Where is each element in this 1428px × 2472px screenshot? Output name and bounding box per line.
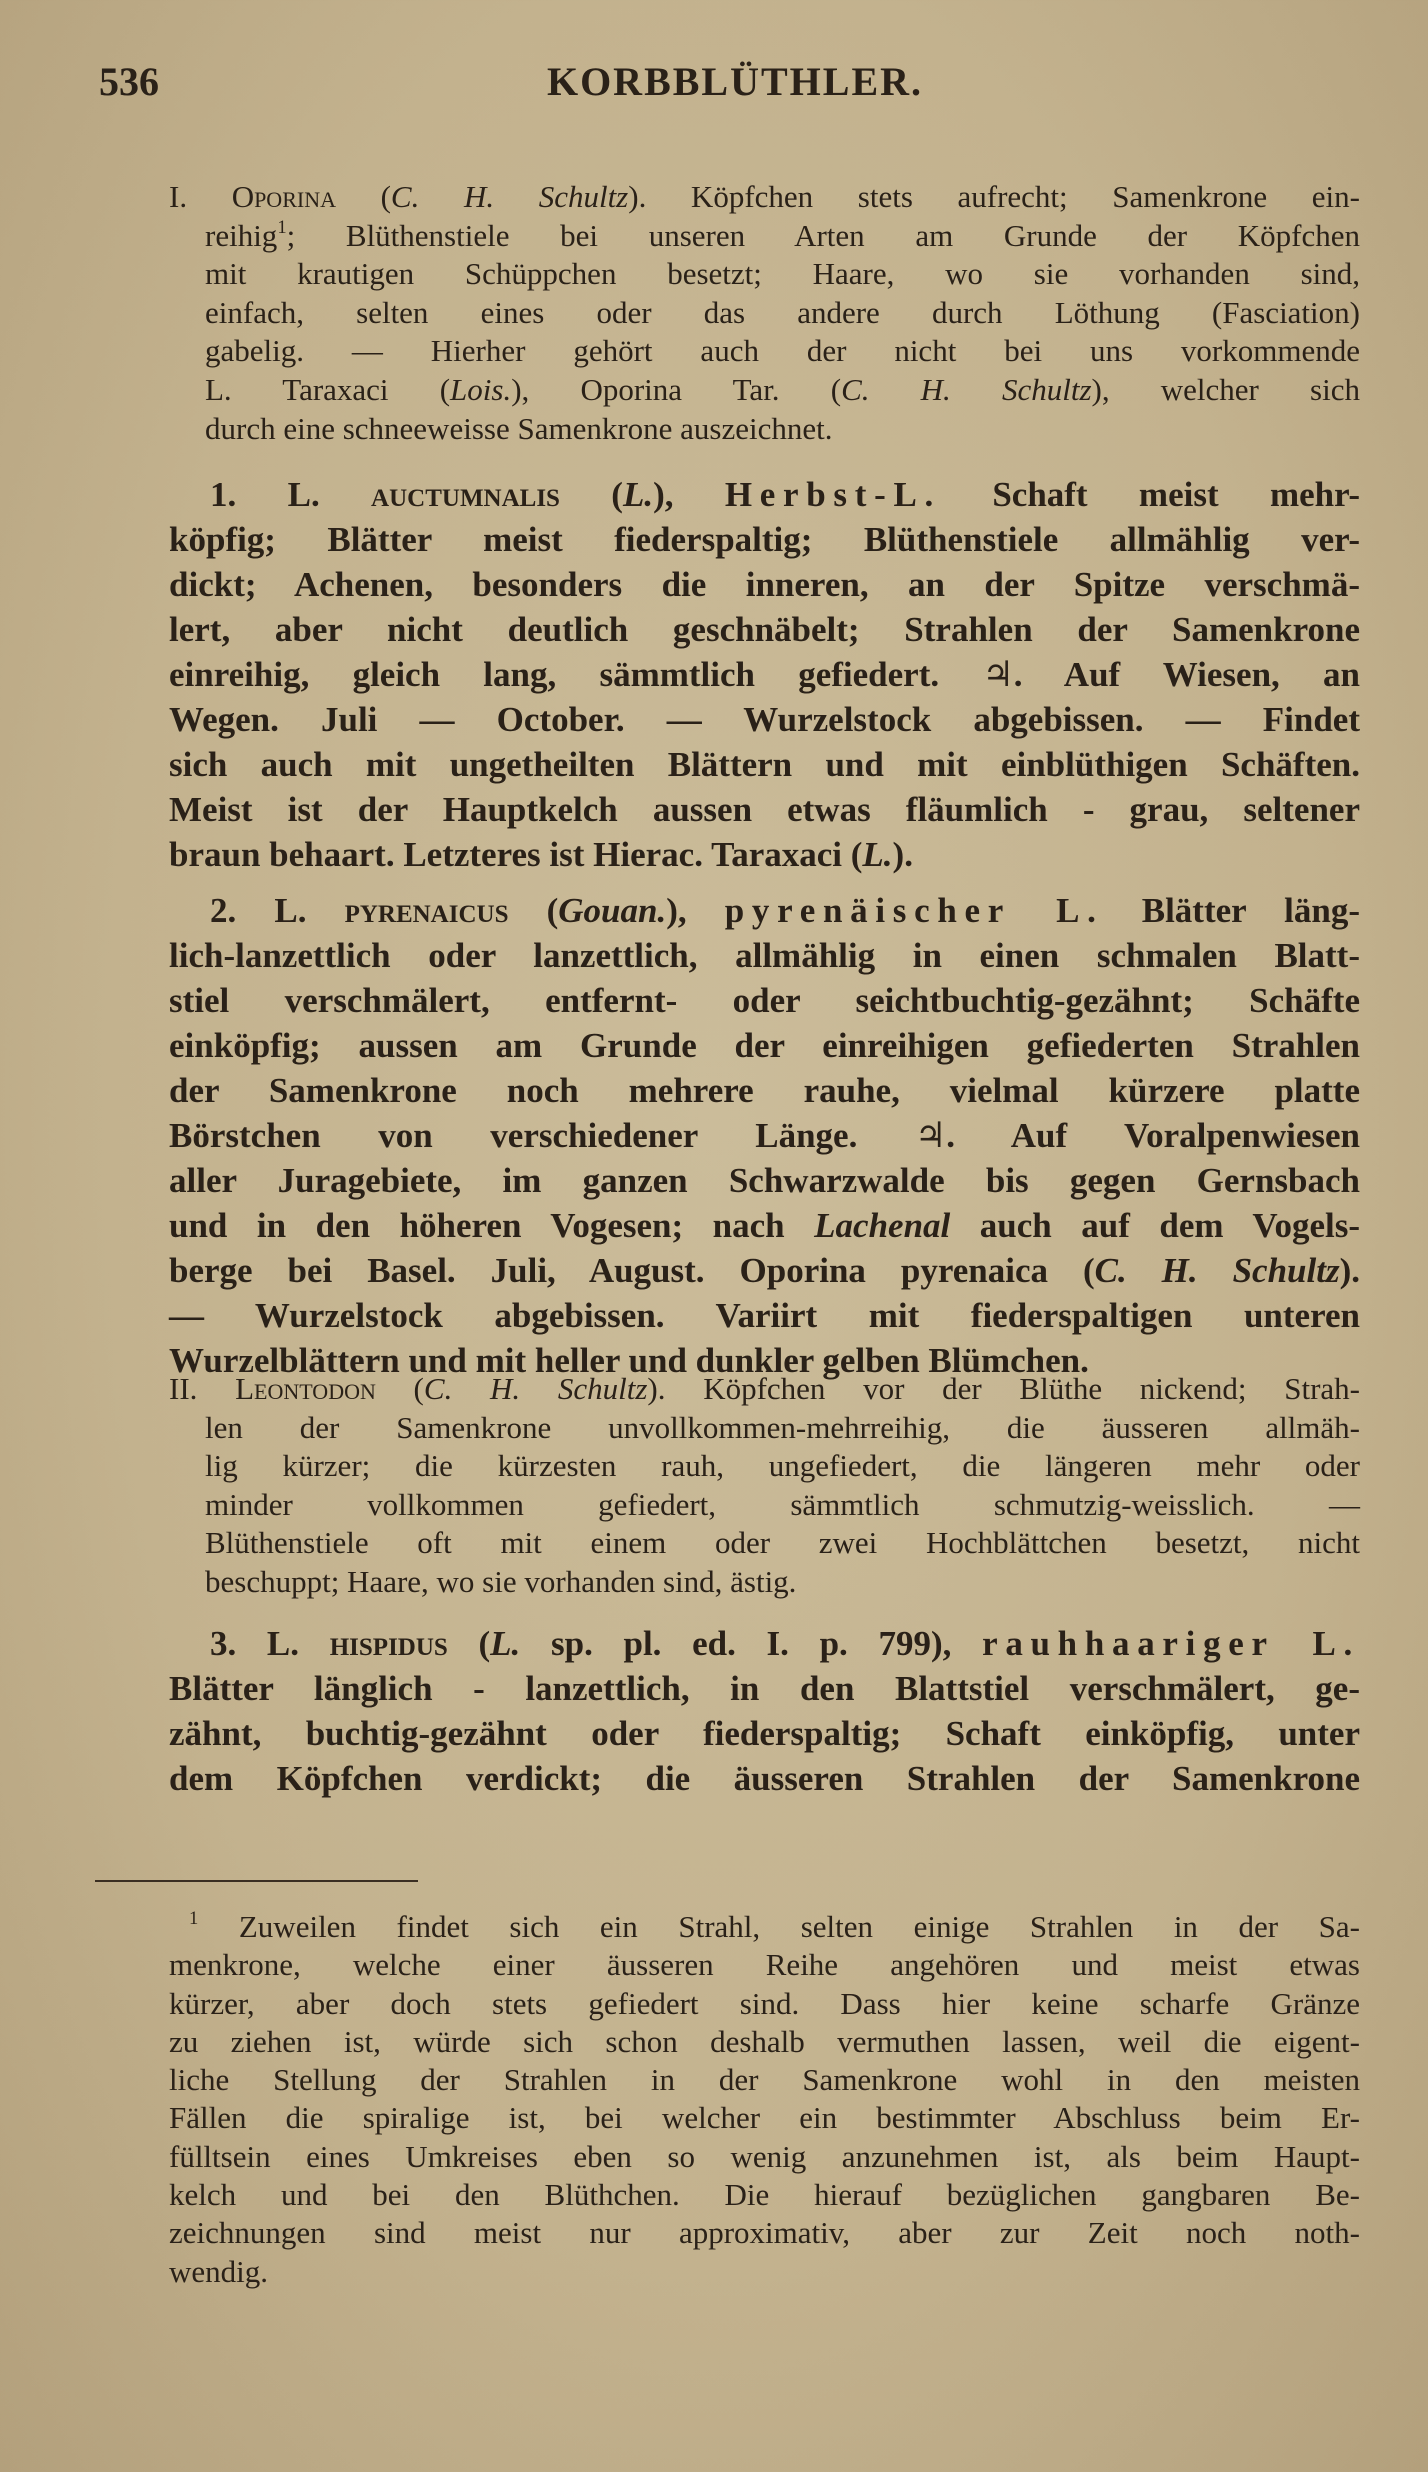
text-run: lig kürzer; die kürzesten rauh, ungefiedert, die längeren mehr oder [205,1448,1360,1484]
text-run: lich-lanzettlich oder lanzettlich, allmählig in einen schmalen Blatt- [169,936,1360,975]
text-run: ), welcher sich [1091,371,1360,407]
text-run: L. Taraxaci ( [205,371,451,407]
italic-text: L. [862,835,893,874]
text-line [169,1756,1360,1801]
text-run: stiel verschmälert, entfernt- oder seichtbuchtig-gezähnt; Schäfte [169,981,1360,1020]
text-run: auch auf dem Vogels- [950,1206,1360,1245]
spaced-text: Herbst-L. [724,475,941,514]
text-run: 1. L. [210,475,372,514]
text-run: ( [559,475,623,514]
text-run: aller Juragebiete, im ganzen Schwarzwalde bis gegen Gernsbach [169,1161,1360,1200]
genus-section-oporina [169,178,1360,448]
text-run: len der Samenkrone unvollkommen-mehrreihig, die äusseren allmäh- [205,1409,1360,1445]
text-run: liche Stellung der Strahlen in der Samenkrone wohl in den meisten [169,2062,1360,2098]
text-line [169,607,1360,652]
text-line [205,332,1360,371]
text-line [169,888,1360,933]
text-line [169,1203,1360,1248]
text-line [169,787,1360,832]
text-line [169,1158,1360,1203]
text-line [205,1409,1360,1448]
text-run: — Wurzelstock abgebissen. Variirt mit fiederspaltigen unteren [169,1296,1360,1335]
text-line [169,652,1360,697]
text-line [169,2176,1360,2214]
text-run: ( [375,1371,424,1406]
small-caps-text: auctumnalis [371,475,560,514]
italic-text: C. H. Schultz [1094,1251,1340,1290]
text-run: zähnt, buchtig-gezähnt oder fiederspaltig; Schaft einköpfig, unter [169,1714,1360,1753]
text-line [169,472,1360,517]
text-run: minder vollkommen gefiedert, sämmtlich schmutzig-weisslich. — [205,1486,1360,1522]
text-line [169,2214,1360,2252]
small-caps-text: Oporina [231,179,336,214]
text-run: ( [508,891,559,930]
text-run: ). Köpfchen vor der Blüthe nickend; Strah- [647,1371,1361,1406]
footnote-divider [95,1880,418,1882]
text-run: ( [335,179,391,214]
text-run: reihig [205,217,278,253]
species-entry-pyrenaicus [169,888,1360,1383]
small-caps-text: hispidus [329,1624,448,1663]
text-line [205,1524,1360,1563]
text-run: ). [1339,1251,1360,1290]
text-run: Fällen die spiralige ist, bei welcher ein bestimmter Abschluss beim Er- [169,2100,1360,2136]
text-run: Blätter läng- [1103,891,1361,930]
italic-text: L. [490,1624,521,1663]
small-caps-text: pyrenaicus [344,891,509,930]
text-line [169,2023,1360,2061]
text-run: ). [892,835,913,874]
text-run: zu ziehen ist, würde sich schon deshalb vermuthen lassen, weil die eigent- [169,2023,1360,2059]
text-run: durch eine schneeweisse Samenkrone auszeichnet. [205,410,833,446]
text-line [205,294,1360,333]
text-line [169,1666,1360,1711]
text-run: und in den höheren Vogesen; nach [169,1206,815,1245]
text-run: I. [169,179,232,214]
italic-text: Lachenal [814,1206,951,1245]
small-caps-text: Leontodon [235,1371,376,1406]
footnote-marker: 1 [189,1907,199,1929]
text-run: Schaft meist mehr- [940,475,1361,514]
page-number: 536 [99,59,159,104]
text-run: einfach, selten eines oder das andere durch Löthung (Fasciation) [205,294,1360,330]
text-line [169,933,1360,978]
italic-text: C. H. Schultz [841,371,1092,407]
text-line [169,1293,1360,1338]
text-run: ; Blüthenstiele bei unseren Arten am Grunde der Köpfchen [286,217,1360,253]
text-run: Meist ist der Hauptkelch aussen etwas fläumlich - grau, seltener [169,790,1360,829]
text-line [169,517,1360,562]
italic-text: C. H. Schultz [423,1371,648,1406]
text-line [169,1370,1360,1409]
italic-text: C. H. Schultz [390,179,629,214]
text-line [169,2099,1360,2137]
text-line [169,1248,1360,1293]
text-line [169,697,1360,742]
text-run: 2. L. [210,891,345,930]
species-entry-hispidus [169,1621,1360,1801]
text-run: gabelig. — Hierher gehört auch der nicht bei uns vorkommende [205,333,1360,369]
text-run: fülltsein eines Umkreises eben so wenig anzunehmen ist, als beim Haupt- [169,2138,1360,2174]
text-line [169,1946,1360,1984]
text-run: lert, aber nicht deutlich geschnäbelt; Strahlen der Samenkrone [169,610,1360,649]
text-line [169,2061,1360,2099]
text-line [169,2253,1360,2291]
text-line [205,371,1360,410]
text-run: ), Oporina Tar. ( [511,371,842,407]
text-line [169,1711,1360,1756]
text-run: dickt; Achenen, besonders die inneren, an der Spitze verschmä- [169,565,1360,604]
text-run: sp. pl. ed. I. p. 799), [520,1624,983,1663]
text-run: menkrone, welche einer äusseren Reihe angehören und meist etwas [169,1947,1360,1983]
text-line [205,1447,1360,1486]
text-run: der Samenkrone noch mehrere rauhe, vielmal kürzere platte [169,1071,1360,1110]
text-run: einreihig, gleich lang, sämmtlich gefiedert. ♃. Auf Wiesen, an [169,655,1360,694]
text-line [169,742,1360,787]
text-line [169,2138,1360,2176]
italic-text: Lois. [450,371,512,407]
footnote [169,1908,1360,2291]
text-line [169,832,1360,877]
text-run: Blätter länglich - lanzettlich, in den Blattstiel verschmälert, ge- [169,1669,1360,1708]
text-run: köpfig; Blätter meist fiederspaltig; Blüthenstiele allmählig ver- [169,520,1360,559]
text-run: kelch und bei den Blüthchen. Die hierauf bezüglichen gangbaren Be- [169,2177,1360,2213]
text-line [205,1563,1360,1602]
text-run: sich auch mit ungetheilten Blättern und mit einblüthigen Schäften. [169,745,1360,784]
text-line [169,1023,1360,1068]
text-run: mit krautigen Schüppchen besetzt; Haare, wo sie vorhanden sind, [205,256,1360,292]
italic-text: L. [622,475,654,514]
text-line [169,1621,1360,1666]
text-run: Zuweilen findet sich ein Strahl, selten einige Strahlen in der Sa- [198,1909,1360,1944]
text-run: 3. L. [210,1624,330,1663]
italic-text: Gouan. [558,891,667,930]
text-run: kürzer, aber doch stets gefiedert sind. Dass hier keine scharfe Gränze [169,1985,1360,2021]
text-run: braun behaart. Letzteres ist Hierac. Taraxaci ( [169,835,863,874]
footnote-marker: 1 [277,216,287,238]
text-line [205,255,1360,294]
text-run: ), [666,891,725,930]
text-run: Wegen. Juli — October. — Wurzelstock abgebissen. — Findet [169,700,1360,739]
spaced-text: pyrenäischer L. [724,891,1104,930]
text-run: Blüthenstiele oft mit einem oder zwei Hochblättchen besetzt, nicht [205,1525,1360,1561]
text-line [169,1068,1360,1113]
text-run: dem Köpfchen verdickt; die äusseren Strahlen der Samenkrone [169,1759,1360,1798]
genus-section-leontodon [169,1370,1360,1602]
running-title: KORBBLÜTHLER. [546,59,924,104]
text-run: II. [169,1371,236,1406]
text-line [205,217,1360,256]
text-line [205,1486,1360,1525]
text-line [169,1985,1360,2023]
text-run: einköpfig; aussen am Grunde der einreihigen gefiederten Strahlen [169,1026,1360,1065]
species-entry-auctumnalis [169,472,1360,877]
text-run: Börstchen von verschiedener Länge. ♃. Auf Voralpenwiesen [169,1116,1360,1155]
text-line [169,562,1360,607]
text-run: ( [447,1624,491,1663]
text-line [169,978,1360,1023]
text-run: ), [653,475,725,514]
text-run: ). Köpfchen stets aufrecht; Samenkrone ein- [628,179,1360,214]
text-run: zeichnungen sind meist nur approximativ, aber zur Zeit noch noth- [169,2215,1360,2251]
text-line [169,1908,1360,1946]
text-run: berge bei Basel. Juli, August. Oporina pyrenaica ( [169,1251,1095,1290]
text-run: wendig. [169,2253,269,2289]
text-line [205,410,1360,449]
text-line [169,1113,1360,1158]
text-run: Wurzelblättern und mit heller und dunkler gelben Blümchen. [169,1341,1089,1380]
text-run: beschuppt; Haare, wo sie vorhanden sind, ästig. [205,1563,797,1599]
text-line [169,178,1360,217]
spaced-text: rauhhaariger L. [982,1624,1360,1663]
